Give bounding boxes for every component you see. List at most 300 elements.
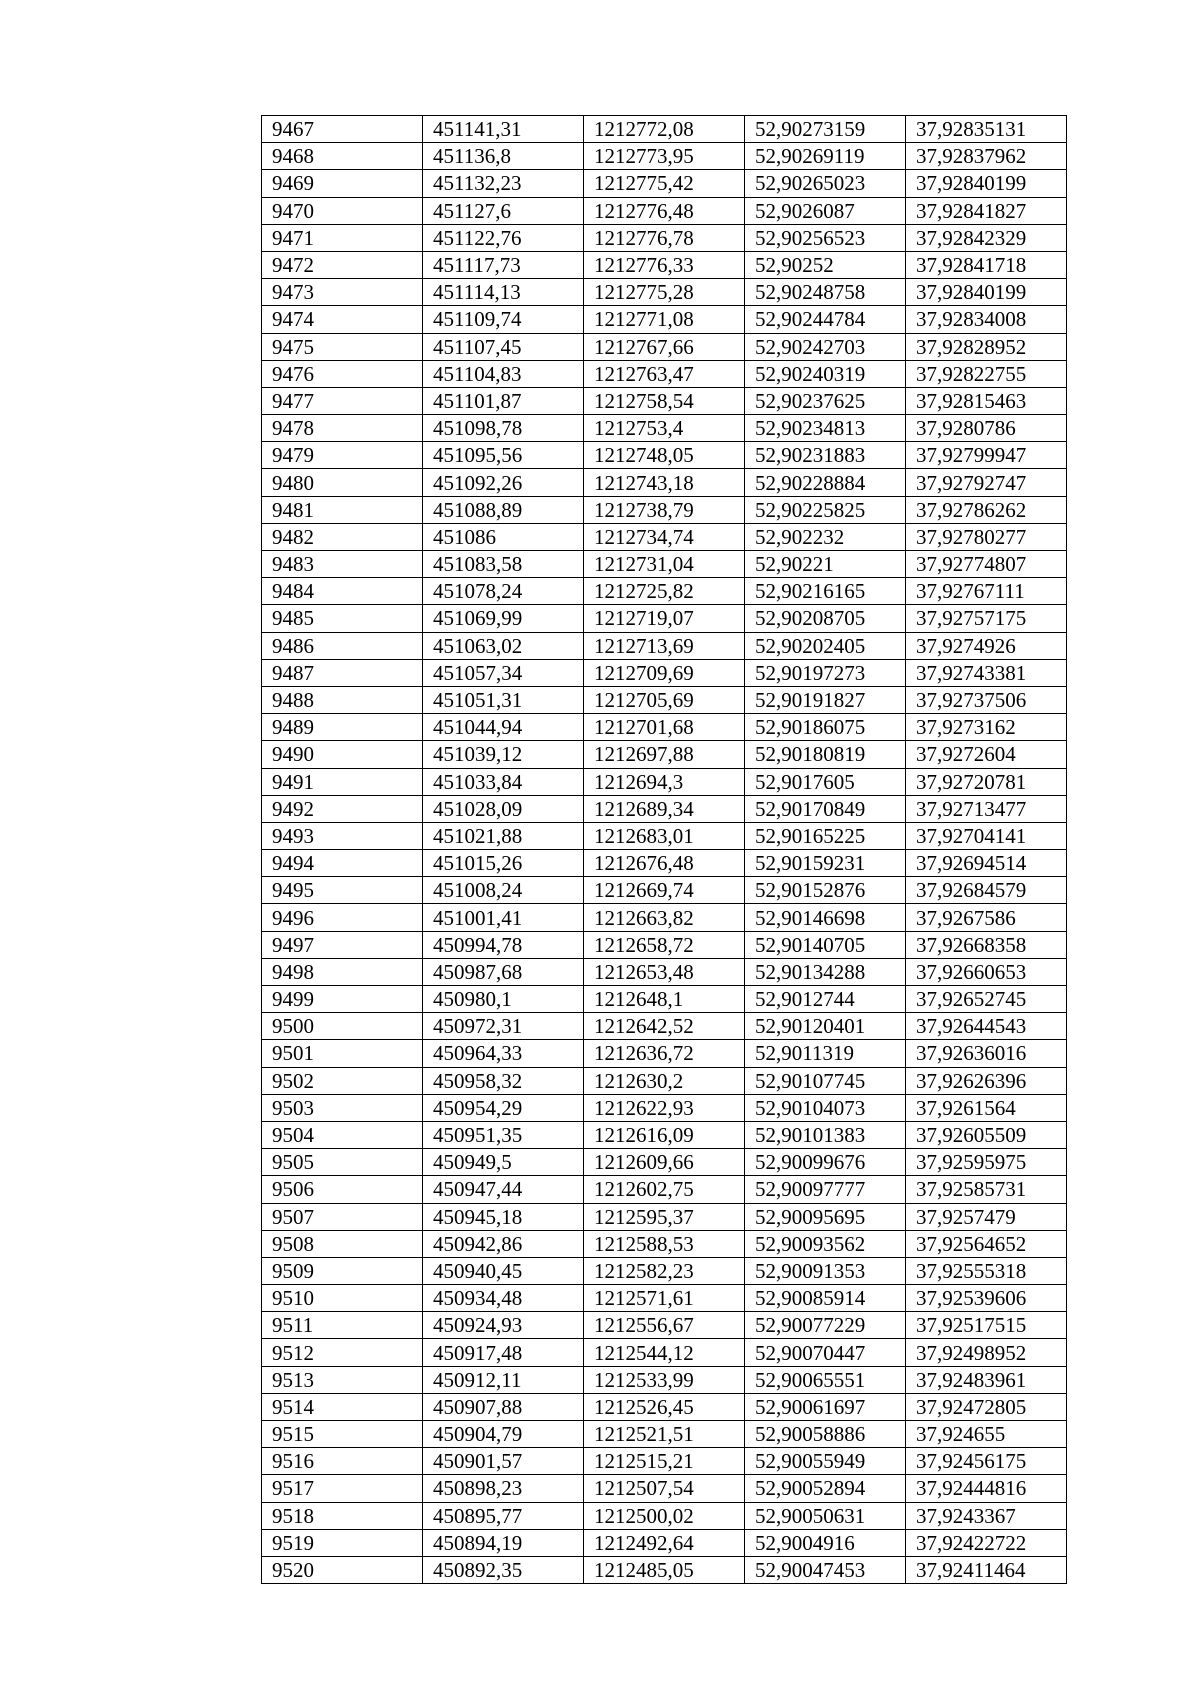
point-number-cell: 9516 [262,1448,423,1475]
table-row [262,306,1067,333]
y-coordinate-cell: 1212775,42 [584,170,745,197]
latitude-cell: 52,90234813 [745,415,906,442]
point-number-cell: 9486 [262,632,423,659]
point-number-cell: 9495 [262,877,423,904]
latitude-cell: 52,90101383 [745,1121,906,1148]
latitude-cell: 52,90052894 [745,1475,906,1502]
table-row [262,387,1067,414]
latitude-cell: 52,90244784 [745,306,906,333]
longitude-cell: 37,9274926 [906,632,1067,659]
point-number-cell: 9485 [262,605,423,632]
longitude-cell: 37,9257479 [906,1203,1067,1230]
point-number-cell: 9479 [262,442,423,469]
x-coordinate-cell: 450958,32 [423,1067,584,1094]
x-coordinate-cell: 451086 [423,523,584,550]
point-number-cell: 9474 [262,306,423,333]
y-coordinate-cell: 1212658,72 [584,931,745,958]
table-row [262,1203,1067,1230]
x-coordinate-cell: 451069,99 [423,605,584,632]
point-number-cell: 9512 [262,1339,423,1366]
y-coordinate-cell: 1212507,54 [584,1475,745,1502]
point-number-cell: 9483 [262,551,423,578]
point-number-cell: 9518 [262,1502,423,1529]
y-coordinate-cell: 1212705,69 [584,686,745,713]
point-number-cell: 9517 [262,1475,423,1502]
point-number-cell: 9511 [262,1312,423,1339]
table-row [262,1285,1067,1312]
x-coordinate-cell: 451132,23 [423,170,584,197]
longitude-cell: 37,92456175 [906,1448,1067,1475]
point-number-cell: 9475 [262,333,423,360]
longitude-cell: 37,92626396 [906,1067,1067,1094]
x-coordinate-cell: 450987,68 [423,958,584,985]
table-row [262,1149,1067,1176]
x-coordinate-cell: 451021,88 [423,822,584,849]
latitude-cell: 52,90231883 [745,442,906,469]
point-number-cell: 9472 [262,251,423,278]
table-row [262,1094,1067,1121]
longitude-cell: 37,92841827 [906,197,1067,224]
x-coordinate-cell: 450917,48 [423,1339,584,1366]
latitude-cell: 52,90058886 [745,1421,906,1448]
y-coordinate-cell: 1212775,28 [584,279,745,306]
longitude-cell: 37,92564652 [906,1230,1067,1257]
x-coordinate-cell: 451057,34 [423,659,584,686]
latitude-cell: 52,90252 [745,251,906,278]
latitude-cell: 52,902232 [745,523,906,550]
latitude-cell: 52,90146698 [745,904,906,931]
y-coordinate-cell: 1212758,54 [584,387,745,414]
table-row [262,1040,1067,1067]
table-row [262,442,1067,469]
y-coordinate-cell: 1212683,01 [584,822,745,849]
longitude-cell: 37,92498952 [906,1339,1067,1366]
x-coordinate-cell: 450924,93 [423,1312,584,1339]
latitude-cell: 52,90097777 [745,1176,906,1203]
latitude-cell: 52,90228884 [745,469,906,496]
y-coordinate-cell: 1212521,51 [584,1421,745,1448]
longitude-cell: 37,92837962 [906,143,1067,170]
point-number-cell: 9487 [262,659,423,686]
longitude-cell: 37,9267586 [906,904,1067,931]
latitude-cell: 52,90104073 [745,1094,906,1121]
longitude-cell: 37,92517515 [906,1312,1067,1339]
table-row [262,1339,1067,1366]
longitude-cell: 37,9273162 [906,714,1067,741]
latitude-cell: 52,90221 [745,551,906,578]
y-coordinate-cell: 1212492,64 [584,1529,745,1556]
point-number-cell: 9482 [262,523,423,550]
y-coordinate-cell: 1212689,34 [584,795,745,822]
x-coordinate-cell: 450954,29 [423,1094,584,1121]
x-coordinate-cell: 450972,31 [423,1013,584,1040]
y-coordinate-cell: 1212676,48 [584,850,745,877]
y-coordinate-cell: 1212485,05 [584,1556,745,1583]
latitude-cell: 52,90085914 [745,1285,906,1312]
latitude-cell: 52,90216165 [745,578,906,605]
latitude-cell: 52,90269119 [745,143,906,170]
table-row [262,523,1067,550]
latitude-cell: 52,90050631 [745,1502,906,1529]
y-coordinate-cell: 1212734,74 [584,523,745,550]
y-coordinate-cell: 1212753,4 [584,415,745,442]
latitude-cell: 52,90159231 [745,850,906,877]
x-coordinate-cell: 451095,56 [423,442,584,469]
point-number-cell: 9496 [262,904,423,931]
x-coordinate-cell: 451092,26 [423,469,584,496]
point-number-cell: 9470 [262,197,423,224]
table-row [262,1556,1067,1583]
table-row [262,1013,1067,1040]
latitude-cell: 52,90191827 [745,686,906,713]
point-number-cell: 9468 [262,143,423,170]
y-coordinate-cell: 1212595,37 [584,1203,745,1230]
table-row [262,360,1067,387]
point-number-cell: 9467 [262,116,423,143]
point-number-cell: 9491 [262,768,423,795]
latitude-cell: 52,90186075 [745,714,906,741]
x-coordinate-cell: 450947,44 [423,1176,584,1203]
point-number-cell: 9509 [262,1257,423,1284]
table-row [262,224,1067,251]
y-coordinate-cell: 1212653,48 [584,958,745,985]
point-number-cell: 9488 [262,686,423,713]
table-row [262,170,1067,197]
table-row [262,197,1067,224]
y-coordinate-cell: 1212642,52 [584,1013,745,1040]
point-number-cell: 9505 [262,1149,423,1176]
longitude-cell: 37,92684579 [906,877,1067,904]
y-coordinate-cell: 1212776,48 [584,197,745,224]
x-coordinate-cell: 451001,41 [423,904,584,931]
y-coordinate-cell: 1212616,09 [584,1121,745,1148]
y-coordinate-cell: 1212694,3 [584,768,745,795]
longitude-cell: 37,92767111 [906,578,1067,605]
longitude-cell: 37,92792747 [906,469,1067,496]
x-coordinate-cell: 450898,23 [423,1475,584,1502]
y-coordinate-cell: 1212515,21 [584,1448,745,1475]
x-coordinate-cell: 451098,78 [423,415,584,442]
latitude-cell: 52,90140705 [745,931,906,958]
x-coordinate-cell: 451122,76 [423,224,584,251]
y-coordinate-cell: 1212772,08 [584,116,745,143]
x-coordinate-cell: 450934,48 [423,1285,584,1312]
point-number-cell: 9504 [262,1121,423,1148]
table-row [262,1393,1067,1420]
x-coordinate-cell: 451083,58 [423,551,584,578]
latitude-cell: 52,90152876 [745,877,906,904]
table-row [262,279,1067,306]
longitude-cell: 37,9243367 [906,1502,1067,1529]
y-coordinate-cell: 1212776,78 [584,224,745,251]
latitude-cell: 52,90248758 [745,279,906,306]
latitude-cell: 52,9004916 [745,1529,906,1556]
table-row [262,1257,1067,1284]
x-coordinate-cell: 451078,24 [423,578,584,605]
x-coordinate-cell: 451114,13 [423,279,584,306]
latitude-cell: 52,90134288 [745,958,906,985]
latitude-cell: 52,90091353 [745,1257,906,1284]
y-coordinate-cell: 1212697,88 [584,741,745,768]
latitude-cell: 52,9011319 [745,1040,906,1067]
y-coordinate-cell: 1212731,04 [584,551,745,578]
table-row [262,958,1067,985]
x-coordinate-cell: 451063,02 [423,632,584,659]
latitude-cell: 52,90256523 [745,224,906,251]
latitude-cell: 52,90070447 [745,1339,906,1366]
longitude-cell: 37,92644543 [906,1013,1067,1040]
longitude-cell: 37,92472805 [906,1393,1067,1420]
point-number-cell: 9510 [262,1285,423,1312]
latitude-cell: 52,90055949 [745,1448,906,1475]
point-number-cell: 9520 [262,1556,423,1583]
table-row [262,714,1067,741]
y-coordinate-cell: 1212669,74 [584,877,745,904]
y-coordinate-cell: 1212748,05 [584,442,745,469]
latitude-cell: 52,90095695 [745,1203,906,1230]
x-coordinate-cell: 450949,5 [423,1149,584,1176]
latitude-cell: 52,90093562 [745,1230,906,1257]
x-coordinate-cell: 450894,19 [423,1529,584,1556]
longitude-cell: 37,92780277 [906,523,1067,550]
y-coordinate-cell: 1212571,61 [584,1285,745,1312]
longitude-cell: 37,9272604 [906,741,1067,768]
longitude-cell: 37,9261564 [906,1094,1067,1121]
point-number-cell: 9489 [262,714,423,741]
longitude-cell: 37,92774807 [906,551,1067,578]
latitude-cell: 52,90202405 [745,632,906,659]
point-number-cell: 9501 [262,1040,423,1067]
x-coordinate-cell: 450980,1 [423,986,584,1013]
longitude-cell: 37,92828952 [906,333,1067,360]
point-number-cell: 9473 [262,279,423,306]
x-coordinate-cell: 451044,94 [423,714,584,741]
point-number-cell: 9514 [262,1393,423,1420]
coordinates-table [261,115,1067,1584]
latitude-cell: 52,90265023 [745,170,906,197]
table-row [262,931,1067,958]
x-coordinate-cell: 451008,24 [423,877,584,904]
y-coordinate-cell: 1212709,69 [584,659,745,686]
longitude-cell: 37,92539606 [906,1285,1067,1312]
x-coordinate-cell: 451104,83 [423,360,584,387]
x-coordinate-cell: 450912,11 [423,1366,584,1393]
latitude-cell: 52,90170849 [745,795,906,822]
longitude-cell: 37,92555318 [906,1257,1067,1284]
table-row [262,143,1067,170]
point-number-cell: 9497 [262,931,423,958]
point-number-cell: 9480 [262,469,423,496]
point-number-cell: 9481 [262,496,423,523]
y-coordinate-cell: 1212713,69 [584,632,745,659]
x-coordinate-cell: 450907,88 [423,1393,584,1420]
table-row [262,333,1067,360]
point-number-cell: 9494 [262,850,423,877]
y-coordinate-cell: 1212773,95 [584,143,745,170]
x-coordinate-cell: 450951,35 [423,1121,584,1148]
latitude-cell: 52,90225825 [745,496,906,523]
latitude-cell: 52,90242703 [745,333,906,360]
x-coordinate-cell: 450892,35 [423,1556,584,1583]
y-coordinate-cell: 1212663,82 [584,904,745,931]
y-coordinate-cell: 1212609,66 [584,1149,745,1176]
longitude-cell: 37,92694514 [906,850,1067,877]
table-row [262,768,1067,795]
point-number-cell: 9507 [262,1203,423,1230]
longitude-cell: 37,92636016 [906,1040,1067,1067]
longitude-cell: 37,92652745 [906,986,1067,1013]
table-row [262,578,1067,605]
y-coordinate-cell: 1212602,75 [584,1176,745,1203]
x-coordinate-cell: 450895,77 [423,1502,584,1529]
latitude-cell: 52,90180819 [745,741,906,768]
table-row [262,551,1067,578]
point-number-cell: 9484 [262,578,423,605]
point-number-cell: 9515 [262,1421,423,1448]
latitude-cell: 52,90208705 [745,605,906,632]
y-coordinate-cell: 1212725,82 [584,578,745,605]
longitude-cell: 37,92411464 [906,1556,1067,1583]
point-number-cell: 9493 [262,822,423,849]
longitude-cell: 37,92704141 [906,822,1067,849]
y-coordinate-cell: 1212526,45 [584,1393,745,1420]
table-row [262,1230,1067,1257]
x-coordinate-cell: 451051,31 [423,686,584,713]
x-coordinate-cell: 450964,33 [423,1040,584,1067]
y-coordinate-cell: 1212648,1 [584,986,745,1013]
table-row [262,251,1067,278]
latitude-cell: 52,90107745 [745,1067,906,1094]
longitude-cell: 37,92422722 [906,1529,1067,1556]
point-number-cell: 9478 [262,415,423,442]
longitude-cell: 37,92757175 [906,605,1067,632]
x-coordinate-cell: 451088,89 [423,496,584,523]
y-coordinate-cell: 1212763,47 [584,360,745,387]
table-row [262,1529,1067,1556]
table-row [262,632,1067,659]
table-row [262,741,1067,768]
y-coordinate-cell: 1212544,12 [584,1339,745,1366]
x-coordinate-cell: 451039,12 [423,741,584,768]
table-row [262,659,1067,686]
longitude-cell: 37,92786262 [906,496,1067,523]
x-coordinate-cell: 451101,87 [423,387,584,414]
point-number-cell: 9502 [262,1067,423,1094]
y-coordinate-cell: 1212500,02 [584,1502,745,1529]
point-number-cell: 9476 [262,360,423,387]
y-coordinate-cell: 1212743,18 [584,469,745,496]
x-coordinate-cell: 450904,79 [423,1421,584,1448]
longitude-cell: 37,92799947 [906,442,1067,469]
x-coordinate-cell: 451028,09 [423,795,584,822]
latitude-cell: 52,90065551 [745,1366,906,1393]
x-coordinate-cell: 450945,18 [423,1203,584,1230]
point-number-cell: 9506 [262,1176,423,1203]
longitude-cell: 37,92483961 [906,1366,1067,1393]
latitude-cell: 52,90120401 [745,1013,906,1040]
y-coordinate-cell: 1212636,72 [584,1040,745,1067]
table-row [262,1502,1067,1529]
longitude-cell: 37,92737506 [906,686,1067,713]
table-row [262,1067,1067,1094]
latitude-cell: 52,90061697 [745,1393,906,1420]
longitude-cell: 37,92660653 [906,958,1067,985]
longitude-cell: 37,9280786 [906,415,1067,442]
latitude-cell: 52,90197273 [745,659,906,686]
x-coordinate-cell: 451136,8 [423,143,584,170]
table-row [262,850,1067,877]
y-coordinate-cell: 1212738,79 [584,496,745,523]
latitude-cell: 52,9012744 [745,986,906,1013]
latitude-cell: 52,90047453 [745,1556,906,1583]
y-coordinate-cell: 1212533,99 [584,1366,745,1393]
coordinates-table-body [262,116,1067,1584]
x-coordinate-cell: 450940,45 [423,1257,584,1284]
latitude-cell: 52,9017605 [745,768,906,795]
longitude-cell: 37,92720781 [906,768,1067,795]
longitude-cell: 37,92668358 [906,931,1067,958]
point-number-cell: 9508 [262,1230,423,1257]
table-row [262,877,1067,904]
y-coordinate-cell: 1212582,23 [584,1257,745,1284]
x-coordinate-cell: 451015,26 [423,850,584,877]
y-coordinate-cell: 1212701,68 [584,714,745,741]
latitude-cell: 52,90237625 [745,387,906,414]
point-number-cell: 9471 [262,224,423,251]
longitude-cell: 37,92605509 [906,1121,1067,1148]
table-row [262,469,1067,496]
table-row [262,415,1067,442]
table-row [262,496,1067,523]
x-coordinate-cell: 451117,73 [423,251,584,278]
table-row [262,1366,1067,1393]
longitude-cell: 37,92842329 [906,224,1067,251]
longitude-cell: 37,92743381 [906,659,1067,686]
latitude-cell: 52,90099676 [745,1149,906,1176]
point-number-cell: 9490 [262,741,423,768]
point-number-cell: 9519 [262,1529,423,1556]
x-coordinate-cell: 450994,78 [423,931,584,958]
point-number-cell: 9500 [262,1013,423,1040]
latitude-cell: 52,90273159 [745,116,906,143]
point-number-cell: 9469 [262,170,423,197]
latitude-cell: 52,90240319 [745,360,906,387]
y-coordinate-cell: 1212719,07 [584,605,745,632]
longitude-cell: 37,92840199 [906,170,1067,197]
table-row [262,1475,1067,1502]
x-coordinate-cell: 451109,74 [423,306,584,333]
table-row [262,116,1067,143]
longitude-cell: 37,92815463 [906,387,1067,414]
table-row [262,1312,1067,1339]
x-coordinate-cell: 451141,31 [423,116,584,143]
y-coordinate-cell: 1212556,67 [584,1312,745,1339]
longitude-cell: 37,92835131 [906,116,1067,143]
y-coordinate-cell: 1212588,53 [584,1230,745,1257]
y-coordinate-cell: 1212767,66 [584,333,745,360]
x-coordinate-cell: 451107,45 [423,333,584,360]
table-row [262,1176,1067,1203]
point-number-cell: 9477 [262,387,423,414]
table-row [262,795,1067,822]
table-row [262,1448,1067,1475]
table-row [262,904,1067,931]
point-number-cell: 9503 [262,1094,423,1121]
latitude-cell: 52,90165225 [745,822,906,849]
longitude-cell: 37,92444816 [906,1475,1067,1502]
x-coordinate-cell: 450942,86 [423,1230,584,1257]
x-coordinate-cell: 451033,84 [423,768,584,795]
